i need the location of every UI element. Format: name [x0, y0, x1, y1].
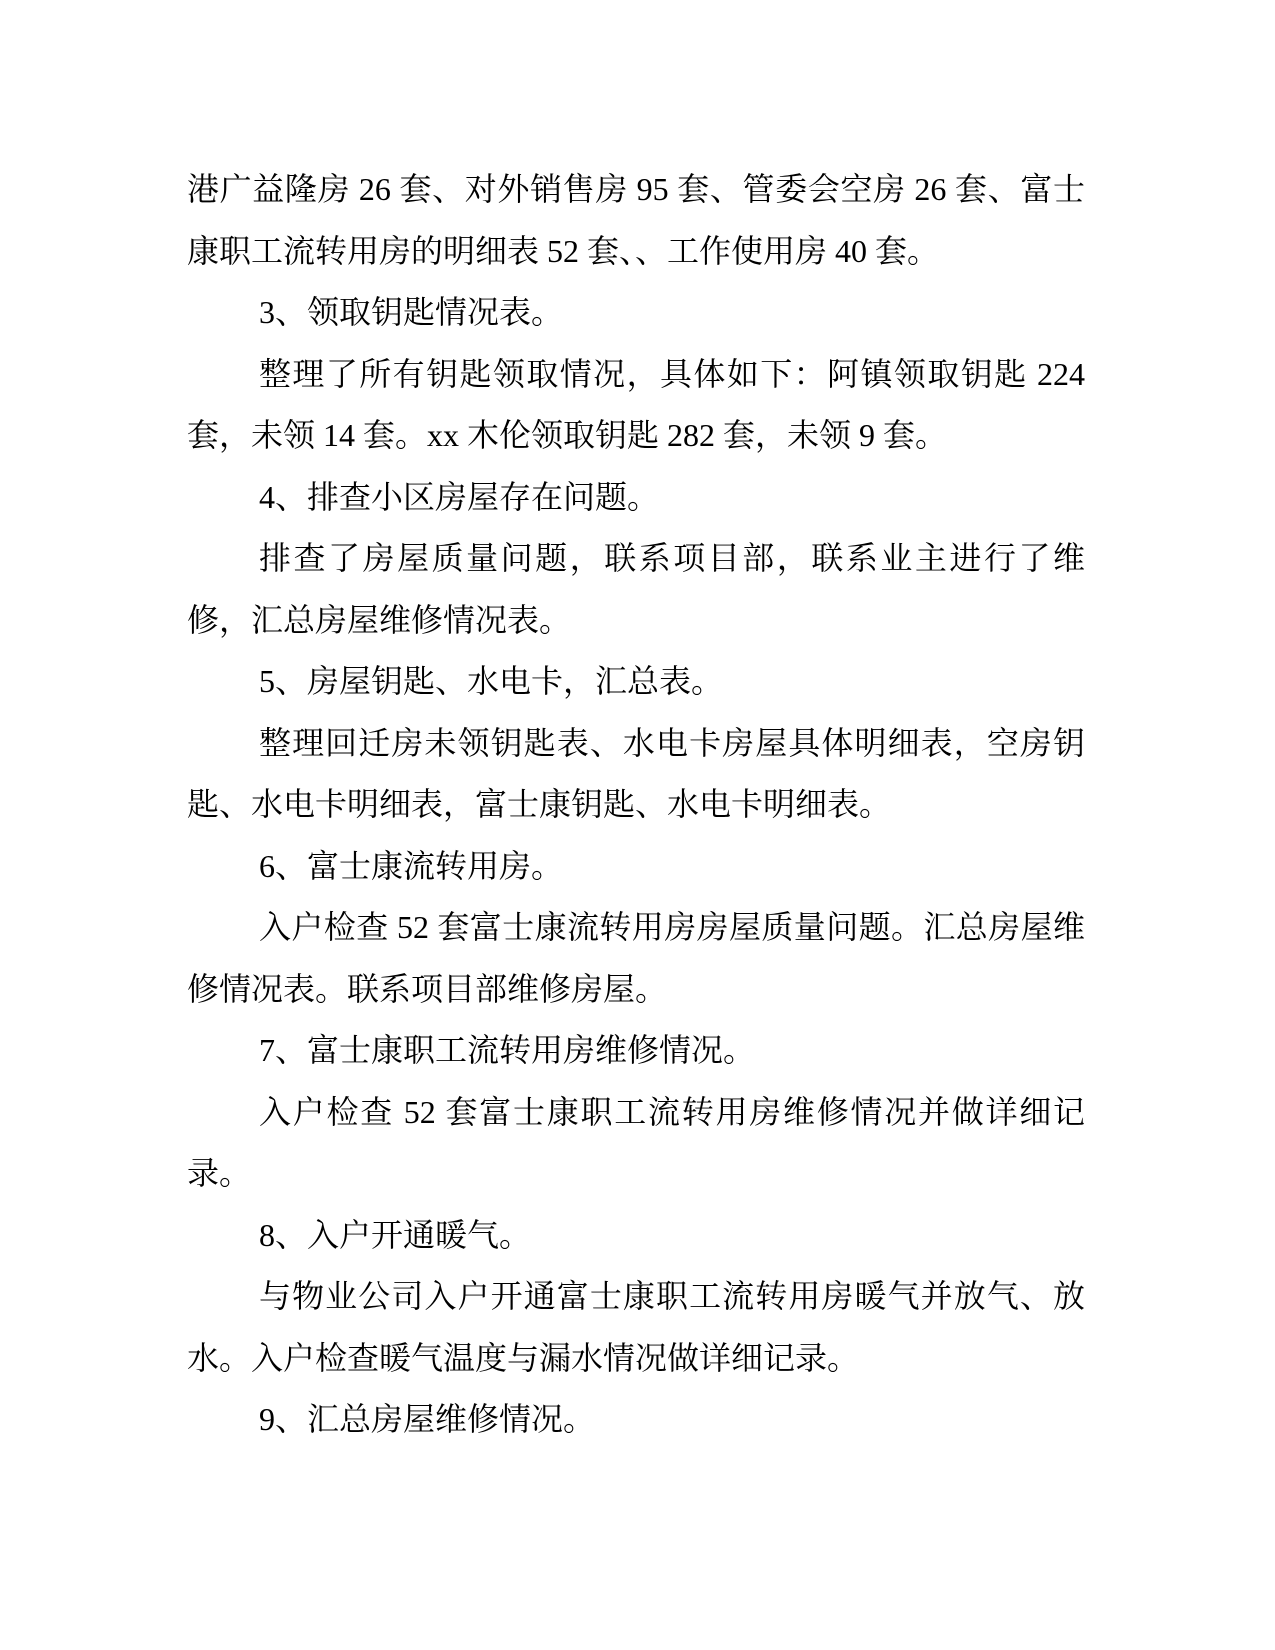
paragraph-item-5-heading: 5、房屋钥匙、水电卡，汇总表。	[259, 663, 724, 699]
paragraph-continuation: 港广益隆房 26 套、对外销售房 95 套、管委会空房 26 套、富士康职工流转用房的明细表 52 套、、工作使用房 40 套。	[187, 171, 1085, 269]
paragraph-item-6-heading: 6、富士康流转用房。	[259, 847, 564, 884]
document-text-block	[187, 159, 1085, 1451]
paragraph-item-5-body: 整理回迁房未领钥匙表、水电卡房屋具体明细表，空房钥匙、水电卡明细表，富士康钥匙、水电卡明细表。	[187, 724, 1085, 822]
paragraph-item-7-heading: 7、富士康职工流转用房维修情况。	[259, 1032, 756, 1068]
paragraph-item-7-body: 入户检查 52 套富士康职工流转用房维修情况并做详细记录。	[187, 1093, 1085, 1191]
paragraph-item-4-body: 排查了房屋质量问题，联系项目部，联系业主进行了维修，汇总房屋维修情况表。	[187, 540, 1085, 638]
paragraph-item-3-heading: 3、领取钥匙情况表。	[259, 294, 564, 330]
paragraph-item-8-body: 与物业公司入户开通富士康职工流转用房暖气并放气、放水。入户检查暖气温度与漏水情况做详细记录。	[187, 1278, 1085, 1376]
paragraph-item-8-heading: 8、入户开通暖气。	[259, 1216, 532, 1253]
paragraph-item-9-heading: 9、汇总房屋维修情况。	[259, 1401, 596, 1437]
paragraph-item-4-heading: 4、排查小区房屋存在问题。	[259, 478, 660, 515]
paragraph-item-6-body: 入户检查 52 套富士康流转用房房屋质量问题。汇总房屋维修情况表。联系项目部维修房屋。	[187, 909, 1085, 1007]
paragraph-item-3-body: 整理了所有钥匙领取情况，具体如下：阿镇领取钥匙 224 套，未领 14 套。xx 木伦领取钥匙 282 套，未领 9 套。	[187, 355, 1085, 453]
